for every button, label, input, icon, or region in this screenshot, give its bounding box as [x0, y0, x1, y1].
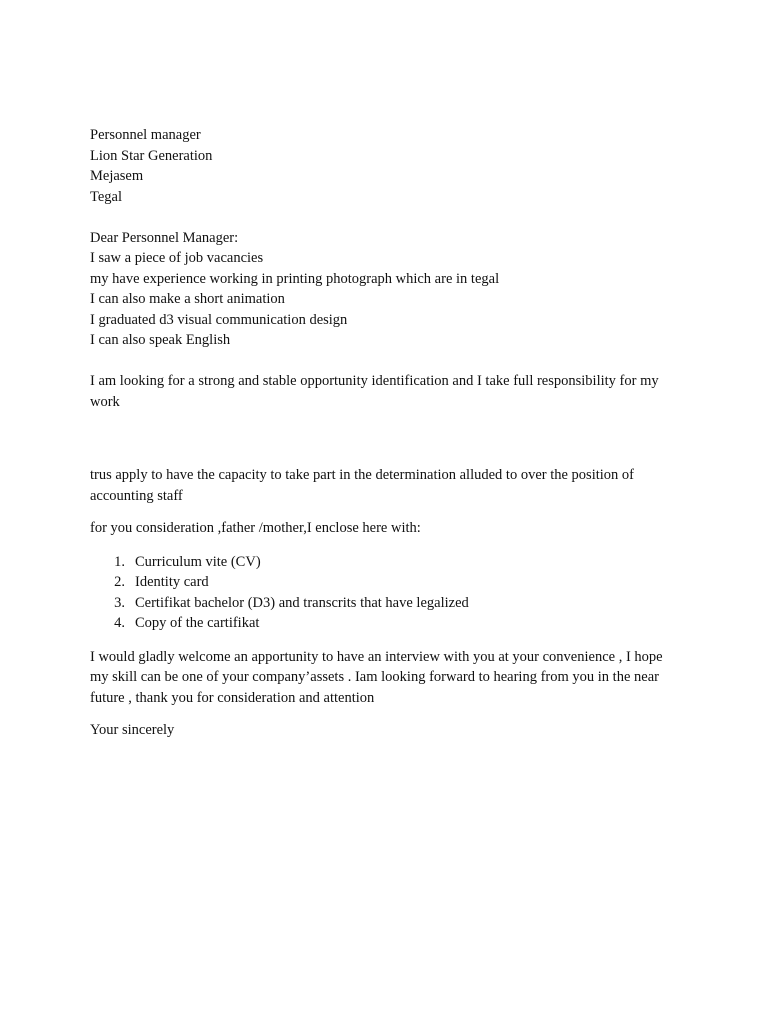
paragraph-spacer [90, 412, 670, 465]
list-text: Identity card [135, 574, 209, 590]
list-item [90, 572, 670, 593]
recipient-block [90, 125, 670, 207]
paragraph-spacer [90, 539, 670, 552]
responsibility-paragraph: I am looking for a strong and stable opportunity identification and I take full responsibility for my work [90, 373, 659, 410]
recipient-line: Mejasem [90, 168, 144, 184]
intro-line: my have experience working in printing photograph which are in tegal [90, 270, 500, 287]
apply-paragraph: trus apply to have the capacity to take part in the determination alluded to over the position of accounting staff [90, 467, 634, 504]
recipient-line: Personnel manager [90, 127, 201, 143]
signoff: Your sincerely [90, 722, 175, 738]
list-number: 4. [114, 615, 125, 631]
blank-line [90, 351, 670, 372]
intro-line: I graduated d3 visual communication design [90, 311, 348, 328]
list-text: Copy of the cartifikat [135, 615, 260, 631]
list-text: Curriculum vite (CV) [135, 553, 261, 570]
letter-body [90, 125, 670, 741]
intro-line: I can also speak English [90, 332, 231, 348]
list-number: 3. [114, 594, 125, 611]
intro-line: I saw a piece of job vacancies [90, 250, 264, 266]
paragraph-spacer [90, 708, 670, 720]
recipient-line: Tegal [90, 188, 122, 205]
enclose-paragraph: for you consideration ,father /mother,I enclose here with: [90, 520, 421, 536]
attachments-list [90, 552, 670, 634]
salutation: Dear Personnel Manager: [90, 229, 239, 246]
intro-block [90, 248, 670, 351]
intro-line: I can also make a short animation [90, 291, 285, 307]
list-item [90, 613, 670, 634]
blank-line [90, 207, 670, 228]
list-item [90, 593, 670, 614]
closing-paragraph: I would gladly welcome an apportunity to have an interview with you at your convenience , I hope my skill can be one of your company’assets . Iam looking forward to hearing from you in the near future , thank you for consideration and attention [90, 648, 663, 706]
list-number: 2. [114, 574, 125, 590]
list-item [90, 552, 670, 573]
paragraph-spacer [90, 634, 670, 647]
recipient-line: Lion Star Generation [90, 147, 213, 164]
paragraph-spacer [90, 506, 670, 518]
list-text: Certifikat bachelor (D3) and transcrits that have legalized [135, 594, 469, 611]
list-number: 1. [114, 553, 125, 570]
